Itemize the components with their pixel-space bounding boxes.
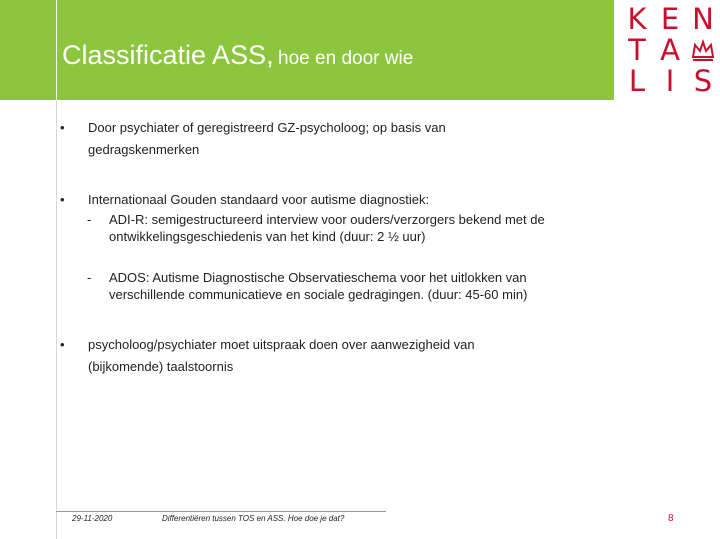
- content-divider: [56, 100, 57, 539]
- logo-letter: L: [628, 64, 646, 98]
- logo-letter: S: [693, 64, 713, 98]
- logo-letter: A: [660, 33, 680, 67]
- bullet-marker: •: [60, 120, 65, 135]
- bullet-marker: •: [60, 192, 65, 207]
- sub-text: verschillende communicatieve en sociale gedragingen. (duur: 45-60 min): [109, 287, 528, 302]
- slide-title: [62, 40, 413, 71]
- sub-marker: -: [87, 212, 92, 227]
- sub-text: ontwikkelingsgeschiedenis van het kind (duur: 2 ½ uur): [109, 229, 426, 244]
- bullet-text: Internationaal Gouden standaard voor autisme diagnostiek:: [88, 192, 430, 207]
- sub-marker: -: [87, 270, 92, 285]
- bullet-text: gedragskenmerken: [88, 142, 200, 157]
- bullet-marker: •: [60, 337, 65, 352]
- logo-letter: E: [660, 2, 680, 36]
- header-divider: [56, 0, 57, 100]
- crown-icon: [688, 35, 718, 65]
- bullet-text: Door psychiater of geregistreerd GZ-psycholoog; op basis van: [88, 120, 446, 135]
- footer-date: 29-11-2020: [72, 514, 113, 523]
- footer-title: Differentiëren tussen TOS en ASS. Hoe doe je dat?: [162, 514, 345, 523]
- logo-letter: K: [627, 2, 647, 36]
- logo-letter: I: [665, 64, 675, 98]
- bullet-text: psycholoog/psychiater moet uitspraak doen over aanwezigheid van: [88, 337, 475, 352]
- page-number: 8: [668, 513, 674, 524]
- title-main: Classificatie ASS,: [62, 40, 274, 70]
- title-sub: hoe en door wie: [278, 48, 414, 69]
- footer-divider: [56, 511, 386, 512]
- logo-letter: N: [692, 2, 714, 36]
- sub-text: ADI-R: semigestructureerd interview voor ouders/verzorgers bekend met de: [109, 212, 545, 227]
- kentalis-logo: [614, 0, 720, 100]
- bullet-text: (bijkomende) taalstoornis: [88, 359, 234, 374]
- sub-text: ADOS: Autisme Diagnostische Observatieschema voor het uitlokken van: [109, 270, 527, 285]
- logo-letter: T: [628, 33, 646, 67]
